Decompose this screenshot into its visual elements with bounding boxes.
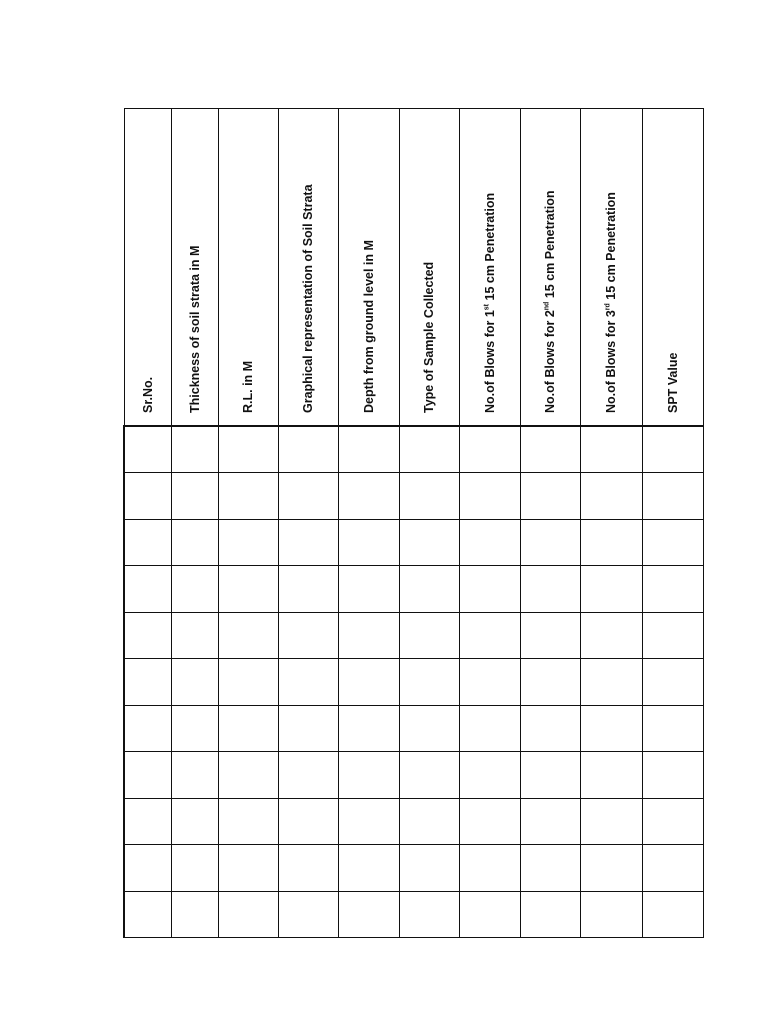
table-cell-rl[interactable] (218, 845, 278, 892)
table-cell-sr[interactable] (124, 566, 171, 613)
table-cell-depth[interactable] (338, 798, 399, 845)
header-spt-value-label: SPT Value (665, 352, 680, 413)
table-cell-sr[interactable] (124, 705, 171, 752)
bore-log-table (123, 108, 704, 938)
table-cell-sample[interactable] (399, 426, 459, 473)
header-blows-1st-label: No.of Blows for 1st 15 cm Penetration (482, 192, 497, 413)
table-cell-depth[interactable] (338, 845, 399, 892)
table-cell-depth[interactable] (338, 752, 399, 799)
header-rl-label: R.L. in M (240, 360, 255, 413)
header-depth-label: Depth from ground level in M (361, 239, 376, 413)
header-graphical (278, 109, 338, 427)
table-row (124, 566, 703, 613)
table-cell-blows1[interactable] (459, 519, 520, 566)
table-cell-depth[interactable] (338, 705, 399, 752)
table-cell-blows2[interactable] (520, 566, 580, 613)
table-cell-blows3[interactable] (580, 519, 642, 566)
table-cell-blows2[interactable] (520, 659, 580, 706)
table-row (124, 752, 703, 799)
table-cell-rl[interactable] (218, 798, 278, 845)
table-row (124, 426, 703, 473)
table-cell-thickness[interactable] (171, 659, 218, 706)
table-cell-blows2[interactable] (520, 798, 580, 845)
table-cell-sr[interactable] (124, 845, 171, 892)
table-cell-depth[interactable] (338, 891, 399, 938)
table-cell-blows1[interactable] (459, 659, 520, 706)
table-cell-sample[interactable] (399, 519, 459, 566)
table-cell-sr[interactable] (124, 798, 171, 845)
table-cell-rl[interactable] (218, 705, 278, 752)
bore-log-sheet (123, 108, 702, 934)
table-cell-sample[interactable] (399, 845, 459, 892)
header-thickness-label: Thickness of soil strata in M (187, 245, 202, 413)
header-sample-type (399, 109, 459, 427)
table-cell-depth[interactable] (338, 566, 399, 613)
table-cell-sr[interactable] (124, 426, 171, 473)
table-cell-depth[interactable] (338, 612, 399, 659)
table-cell-rl[interactable] (218, 891, 278, 938)
table-cell-sr[interactable] (124, 752, 171, 799)
table-row (124, 705, 703, 752)
table-cell-sr[interactable] (124, 473, 171, 520)
table-cell-graphical[interactable] (278, 891, 338, 938)
table-cell-blows1[interactable] (459, 845, 520, 892)
table-cell-blows3[interactable] (580, 566, 642, 613)
header-sr-no (124, 109, 171, 427)
table-cell-thickness[interactable] (171, 519, 218, 566)
table-cell-blows1[interactable] (459, 426, 520, 473)
table-cell-thickness[interactable] (171, 845, 218, 892)
table-body (124, 426, 703, 938)
header-graphical-label: Graphical representation of Soil Strata (300, 183, 315, 413)
table-cell-graphical[interactable] (278, 566, 338, 613)
table-cell-blows1[interactable] (459, 752, 520, 799)
table-cell-sample[interactable] (399, 891, 459, 938)
table-cell-rl[interactable] (218, 612, 278, 659)
table-cell-sr[interactable] (124, 612, 171, 659)
table-cell-blows1[interactable] (459, 473, 520, 520)
table-cell-blows2[interactable] (520, 473, 580, 520)
table-row (124, 473, 703, 520)
table-cell-spt[interactable] (642, 705, 703, 752)
table-cell-graphical[interactable] (278, 612, 338, 659)
table-row (124, 612, 703, 659)
table-cell-graphical[interactable] (278, 426, 338, 473)
table-cell-spt[interactable] (642, 612, 703, 659)
header-blows-2nd (520, 109, 580, 427)
table-cell-sample[interactable] (399, 798, 459, 845)
table-cell-rl[interactable] (218, 659, 278, 706)
table-cell-sr[interactable] (124, 519, 171, 566)
table-cell-spt[interactable] (642, 752, 703, 799)
table-cell-rl[interactable] (218, 426, 278, 473)
header-sample-type-label: Type of Sample Collected (421, 261, 436, 413)
header-blows-3rd (580, 109, 642, 427)
header-blows-2nd-label: No.of Blows for 2nd 15 cm Penetration (542, 190, 557, 413)
table-cell-blows3[interactable] (580, 612, 642, 659)
table-cell-sample[interactable] (399, 752, 459, 799)
header-row (124, 109, 703, 427)
table-cell-graphical[interactable] (278, 845, 338, 892)
table-cell-graphical[interactable] (278, 519, 338, 566)
table-cell-blows2[interactable] (520, 891, 580, 938)
table-cell-sample[interactable] (399, 473, 459, 520)
table-cell-blows1[interactable] (459, 612, 520, 659)
table-cell-thickness[interactable] (171, 752, 218, 799)
header-blows-1st (459, 109, 520, 427)
header-blows-3rd-label: No.of Blows for 3rd 15 cm Penetration (603, 191, 618, 413)
table-cell-depth[interactable] (338, 473, 399, 520)
table-cell-blows3[interactable] (580, 426, 642, 473)
table-cell-blows3[interactable] (580, 891, 642, 938)
table-cell-graphical[interactable] (278, 705, 338, 752)
table-cell-thickness[interactable] (171, 798, 218, 845)
table-row (124, 798, 703, 845)
table-cell-depth[interactable] (338, 426, 399, 473)
table-cell-thickness[interactable] (171, 426, 218, 473)
table-cell-blows1[interactable] (459, 705, 520, 752)
table-cell-blows2[interactable] (520, 426, 580, 473)
table-cell-blows3[interactable] (580, 798, 642, 845)
table-cell-sample[interactable] (399, 705, 459, 752)
table-cell-blows1[interactable] (459, 891, 520, 938)
table-cell-sr[interactable] (124, 891, 171, 938)
table-cell-thickness[interactable] (171, 612, 218, 659)
table-cell-blows1[interactable] (459, 798, 520, 845)
table-cell-blows3[interactable] (580, 705, 642, 752)
table-cell-sample[interactable] (399, 566, 459, 613)
table-cell-graphical[interactable] (278, 798, 338, 845)
table-cell-spt[interactable] (642, 798, 703, 845)
table-cell-rl[interactable] (218, 519, 278, 566)
header-sr-no-label: Sr.No. (140, 376, 155, 413)
header-thickness (171, 109, 218, 427)
table-row (124, 659, 703, 706)
table-cell-blows3[interactable] (580, 659, 642, 706)
table-cell-spt[interactable] (642, 566, 703, 613)
table-cell-spt[interactable] (642, 473, 703, 520)
table-cell-spt[interactable] (642, 659, 703, 706)
table-cell-rl[interactable] (218, 752, 278, 799)
table-cell-rl[interactable] (218, 473, 278, 520)
table-cell-graphical[interactable] (278, 752, 338, 799)
table-cell-blows1[interactable] (459, 566, 520, 613)
table-cell-blows2[interactable] (520, 519, 580, 566)
table-cell-thickness[interactable] (171, 705, 218, 752)
table-cell-blows3[interactable] (580, 752, 642, 799)
table-cell-thickness[interactable] (171, 891, 218, 938)
table-cell-depth[interactable] (338, 659, 399, 706)
table-cell-blows3[interactable] (580, 473, 642, 520)
header-depth (338, 109, 399, 427)
table-cell-blows2[interactable] (520, 612, 580, 659)
table-row (124, 891, 703, 938)
table-cell-thickness[interactable] (171, 566, 218, 613)
table-row (124, 519, 703, 566)
table-cell-blows2[interactable] (520, 752, 580, 799)
table-cell-thickness[interactable] (171, 473, 218, 520)
table-cell-blows2[interactable] (520, 845, 580, 892)
table-cell-sr[interactable] (124, 659, 171, 706)
table-cell-graphical[interactable] (278, 473, 338, 520)
table-cell-spt[interactable] (642, 845, 703, 892)
table-cell-sample[interactable] (399, 659, 459, 706)
table-cell-depth[interactable] (338, 519, 399, 566)
table-cell-blows2[interactable] (520, 705, 580, 752)
table-cell-spt[interactable] (642, 519, 703, 566)
table-cell-spt[interactable] (642, 426, 703, 473)
header-spt-value (642, 109, 703, 427)
table-cell-graphical[interactable] (278, 659, 338, 706)
table-cell-spt[interactable] (642, 891, 703, 938)
header-rl (218, 109, 278, 427)
table-cell-blows3[interactable] (580, 845, 642, 892)
table-row (124, 845, 703, 892)
table-cell-rl[interactable] (218, 566, 278, 613)
table-cell-sample[interactable] (399, 612, 459, 659)
